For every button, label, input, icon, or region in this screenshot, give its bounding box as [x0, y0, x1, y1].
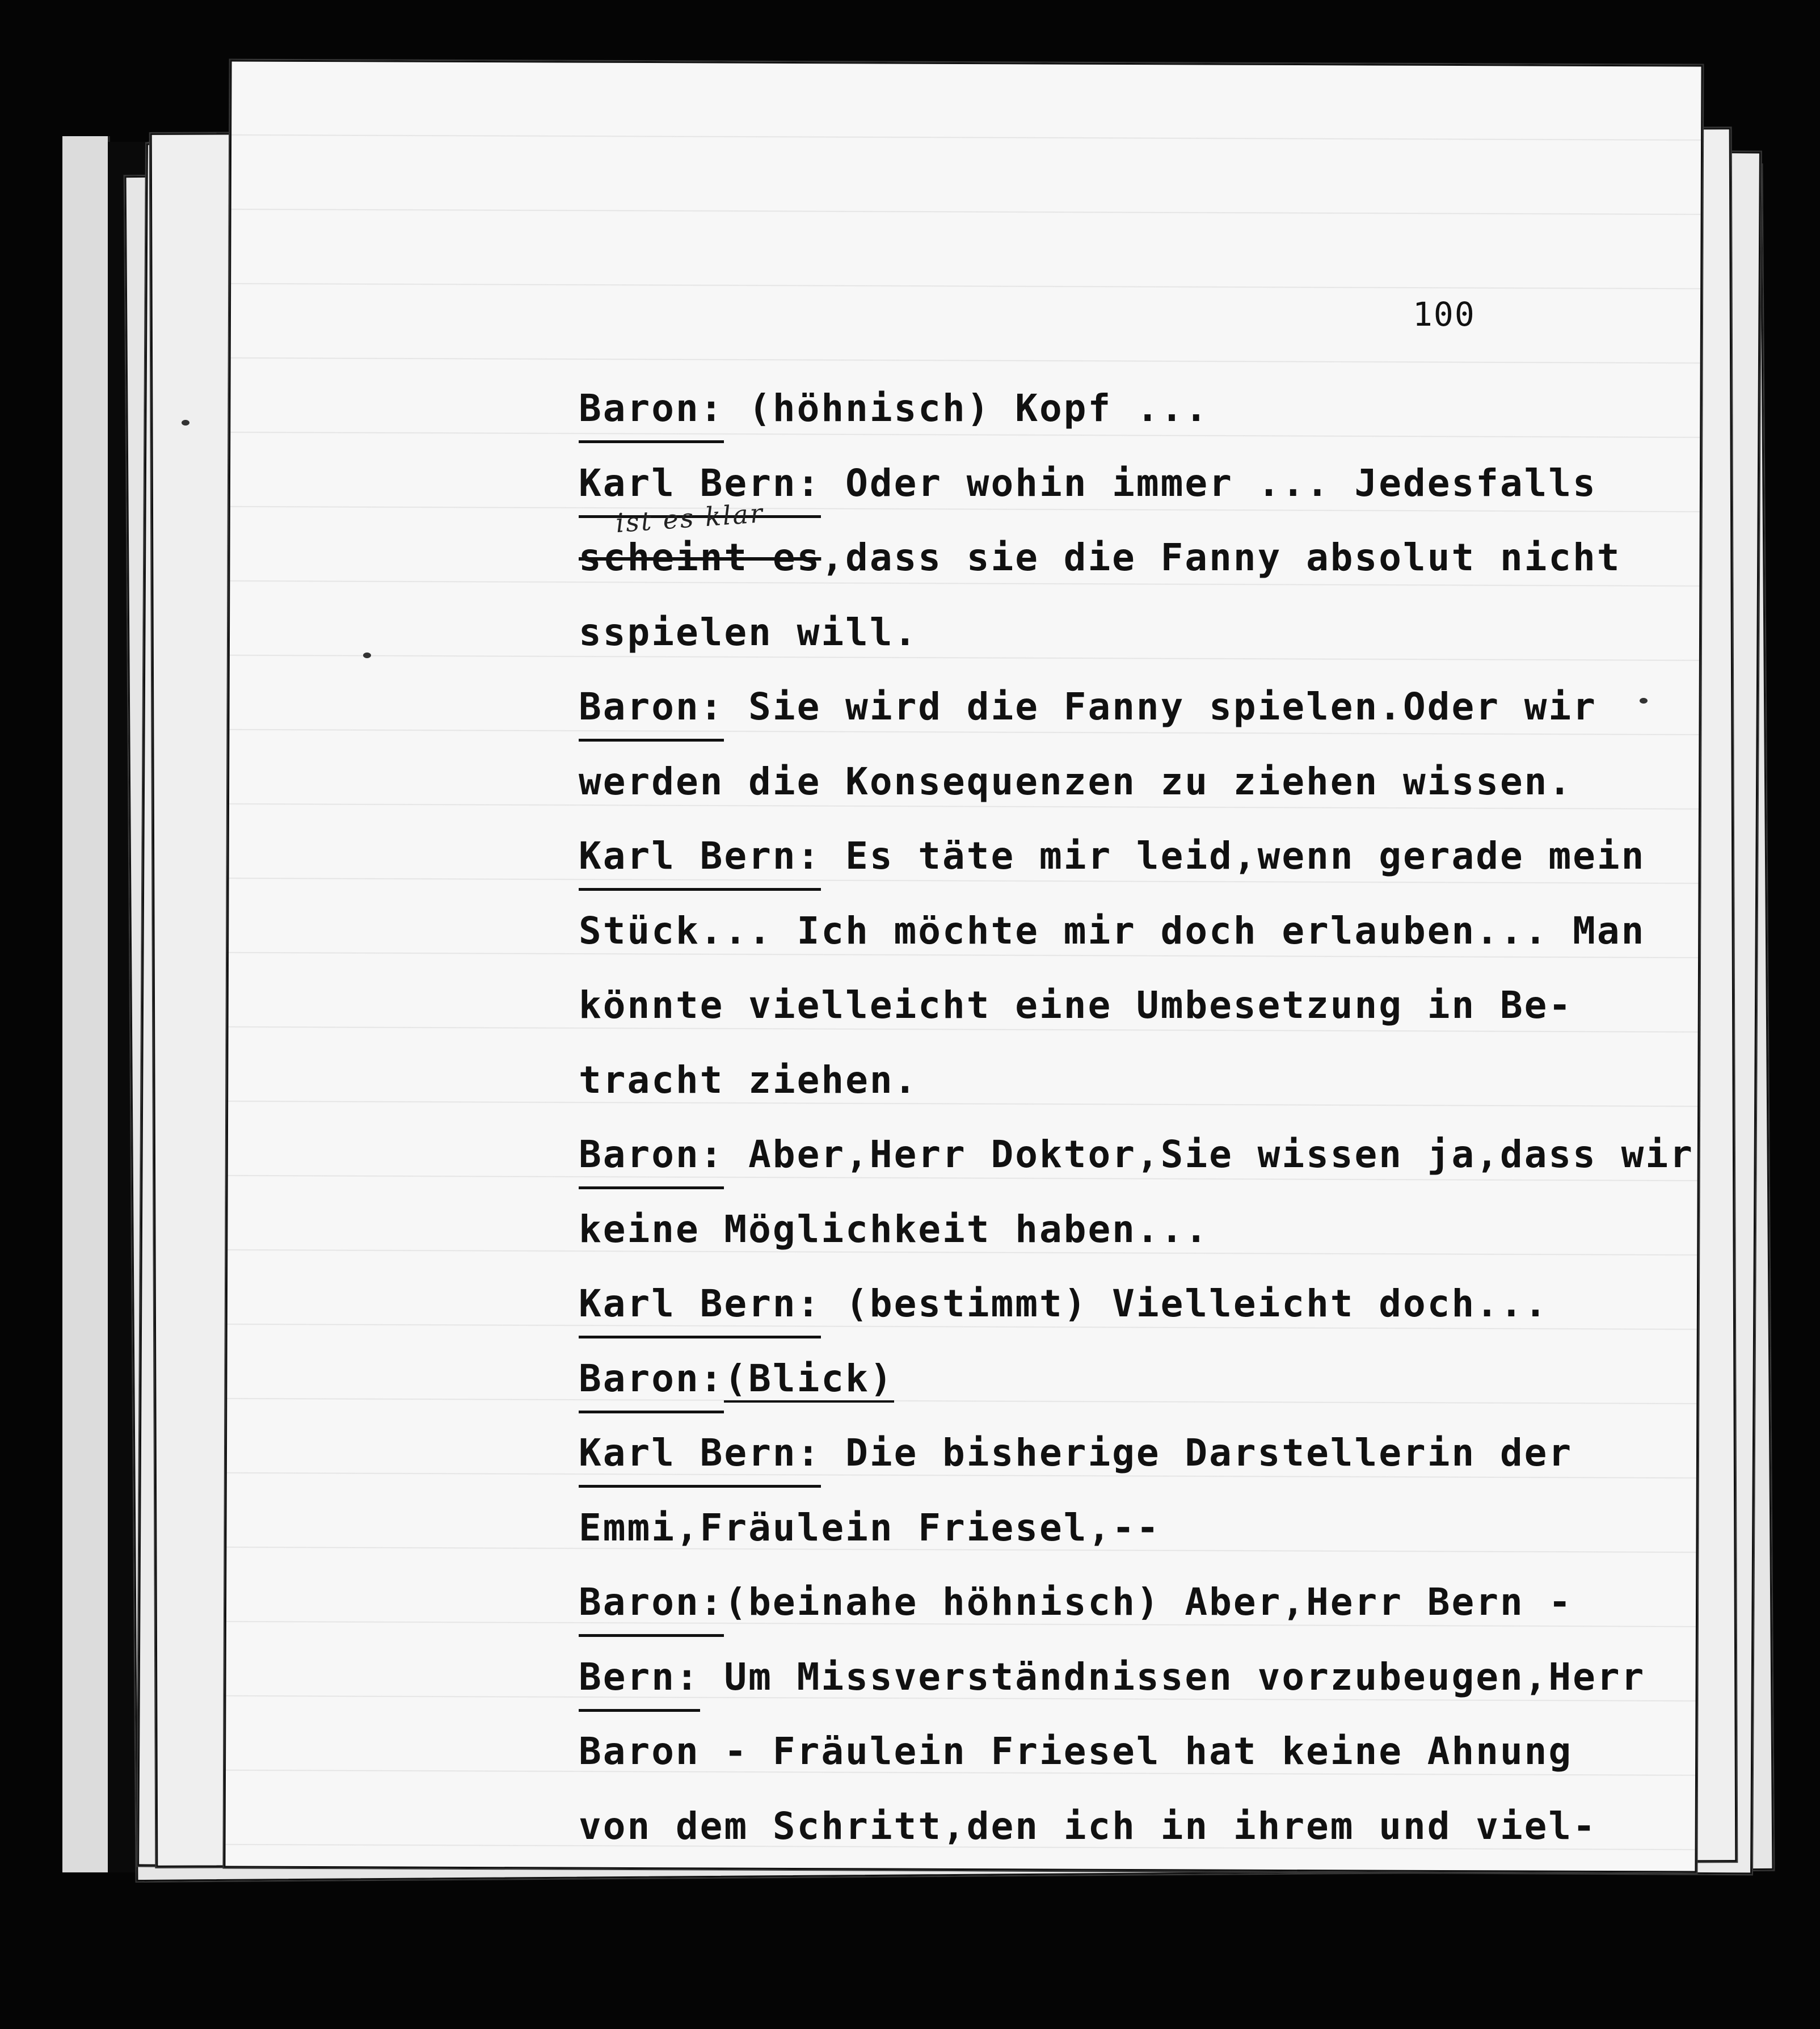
text-line: [579, 1574, 1657, 1649]
script-text: [579, 380, 1694, 1872]
text-line: [579, 1201, 1657, 1276]
ink-speck: [363, 653, 371, 658]
text-line: [579, 1798, 1657, 1873]
dialogue-text: Oder wohin immer ... Jedesfalls: [821, 461, 1597, 505]
text-line: [579, 1500, 1657, 1575]
dialogue-text: (beinahe höhnisch) Aber,Herr Bern -: [724, 1580, 1573, 1624]
struck-text: scheint es: [579, 536, 821, 579]
dialogue-text: keine Möglichkeit haben...: [579, 1207, 1210, 1251]
dialogue-text: Sie wird die Fanny spielen.Oder wir: [724, 685, 1597, 729]
dialogue-text: Es täte mir leid,wenn gerade mein: [821, 834, 1646, 878]
text-line: [579, 604, 1657, 679]
dialogue-text: Emmi,Fräulein Friesel,--: [579, 1505, 1161, 1550]
page-deckle-edge: [62, 136, 110, 1872]
dialogue-text: Um Missverständnissen vorzubeugen,Herr: [700, 1655, 1646, 1699]
speaker-name: Baron:: [579, 679, 724, 742]
text-line: [579, 679, 1657, 753]
dialogue-text: Aber,Herr Doktor,Sie wissen ja,dass wir: [724, 1133, 1694, 1176]
dialogue-text: (höhnisch) Kopf ...: [724, 386, 1210, 430]
text-line: [579, 977, 1657, 1052]
speaker-name: Baron:: [579, 1126, 724, 1189]
dialogue-text: Die bisherige Darstellerin der: [821, 1431, 1573, 1475]
dialogue-text: könnte vielleicht eine Umbesetzung in Be-: [579, 983, 1573, 1027]
dialogue-text: sspielen will.: [579, 610, 919, 654]
dialogue-text: ,dass sie die Fanny absolut nicht: [821, 536, 1621, 579]
text-line: [579, 1649, 1657, 1724]
text-line: [579, 1723, 1657, 1798]
handwritten-correction: ist es klar: [614, 497, 765, 539]
text-line: [579, 1052, 1657, 1127]
speaker-name: Bern:: [579, 1649, 700, 1712]
stage-direction: (Blick): [724, 1357, 894, 1403]
text-line: [579, 903, 1657, 978]
speaker-name: Karl Bern:: [579, 1425, 821, 1488]
speaker-name: Karl Bern:: [579, 1276, 821, 1338]
ink-speck: [182, 420, 189, 426]
dialogue-text: Baron - Fräulein Friesel hat keine Ahnung: [579, 1729, 1573, 1773]
text-line: [579, 1425, 1657, 1500]
text-line: [579, 1126, 1694, 1201]
speaker-name: Baron:: [579, 380, 724, 443]
speaker-name: Karl Bern:: [579, 828, 821, 891]
text-line: [579, 1350, 1657, 1425]
page-number: 100: [1413, 295, 1476, 334]
dialogue-text: tracht ziehen.: [579, 1058, 919, 1102]
text-line: [579, 1276, 1657, 1350]
dialogue-text: werden die Konsequenzen zu ziehen wissen.: [579, 759, 1573, 803]
text-line: [579, 497, 1657, 604]
speaker-name: Baron:: [579, 1350, 724, 1413]
text-line: [579, 828, 1657, 903]
text-line: [579, 753, 1657, 828]
dialogue-text: (bestimmt) Vielleicht doch...: [821, 1282, 1549, 1325]
dialogue-text: Stück... Ich möchte mir doch erlauben... Man: [579, 908, 1646, 953]
text-line: [579, 380, 1657, 455]
speaker-name: Baron:: [579, 1574, 724, 1637]
speaker-name: Karl Bern:: [579, 455, 821, 518]
dialogue-text: von dem Schritt,den ich in ihrem und viel-: [579, 1804, 1597, 1848]
